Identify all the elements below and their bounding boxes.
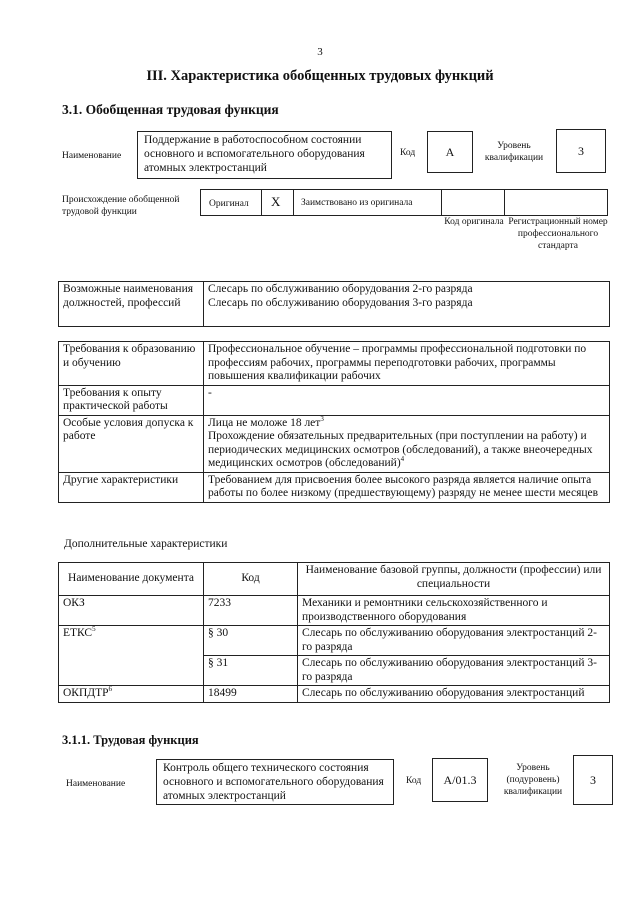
row-doc: ОКЗ (63, 597, 85, 609)
position-item: Слесарь по обслуживанию оборудования 2-го разряда (208, 283, 473, 295)
gtf-code-label: Код (400, 148, 416, 158)
additional-title: Дополнительные характеристики (64, 538, 228, 550)
other-label: Другие характеристики (59, 472, 204, 502)
position-item: Слесарь по обслуживанию оборудования 3-го разряда (208, 296, 473, 309)
tf-code-label: Код (406, 776, 422, 786)
reg-number-label: Регистрационный номер профессионального стандарта (508, 217, 608, 251)
row-code: § 30 (204, 626, 298, 656)
tf-code-value: А/01.3 (432, 758, 488, 802)
row-name: Слесарь по обслуживанию оборудования электростанций 2-го разряда (298, 626, 610, 656)
tf-name-value: Контроль общего технического состояния основного и вспомогательного оборудования атомных электростанций (156, 759, 394, 805)
header-doc: Наименование документа (59, 563, 204, 596)
positions-label: Возможные наименования должностей, профессий (59, 282, 204, 327)
additional-table (58, 562, 610, 703)
tf-name-label: Наименование (66, 779, 126, 789)
table-row (59, 686, 610, 703)
original-label: Оригинал (209, 199, 249, 209)
req-exp-value: - (204, 385, 610, 415)
requirements-table (58, 341, 610, 503)
row-name: Слесарь по обслуживанию оборудования электростанций 3-го разряда (298, 656, 610, 686)
row-code: 18499 (204, 686, 298, 703)
gtf-level-label: Уровень квалификации (484, 141, 544, 163)
footnote-6: 6 (108, 685, 113, 694)
header-name: Наименование базовой группы, должности (профессии) или специальности (298, 563, 610, 596)
special-line2: Прохождение обязательных предварительных (при поступлении на работу) и периодических медицинских осмотров (обследований), а также внеочередных медицинских осмотров (обследований) (208, 430, 593, 469)
original-mark: X (271, 194, 281, 209)
gtf-name-value: Поддержание в работоспособном состоянии основного и вспомогательного оборудования атомных электростанций (137, 131, 392, 179)
gtf-name-label: Наименование (62, 151, 122, 161)
row-doc: ОКПДТР (63, 687, 109, 699)
origin-row (200, 189, 608, 216)
req-exp-label: Требования к опыту практической работы (59, 385, 204, 415)
other-value: Требованием для присвоения более высокого разряда является наличие опыта работы по более низкому (предшествующему) разряду не менее шести месяцев (204, 472, 610, 502)
orig-code-label: Код оригинала (444, 217, 504, 227)
special-line1: Лица не моложе 18 лет (208, 416, 321, 429)
footnote-3: 3 (320, 414, 324, 423)
positions-cell (204, 282, 610, 327)
borrowed-label: Заимствовано из оригинала (301, 198, 413, 208)
special-value (204, 415, 610, 472)
gtf-code-value: А (427, 131, 473, 173)
req-edu-label: Требования к образованию и обучению (59, 342, 204, 386)
page-number: 3 (317, 46, 323, 58)
row-code: § 31 (204, 656, 298, 686)
positions-table (58, 281, 610, 327)
tf-heading: 3.1.1. Трудовая функция (62, 733, 199, 747)
row-code: 7233 (204, 596, 298, 626)
table-row (59, 596, 610, 626)
row-name: Слесарь по обслуживанию оборудования электростанций (298, 686, 610, 703)
tf-level-value: 3 (573, 755, 613, 805)
section-title: III. Характеристика обобщенных трудовых функций (146, 68, 494, 84)
gtf-origin-label: Происхождение обобщенной трудовой функции (62, 195, 180, 217)
gtf-heading: 3.1. Обобщенная трудовая функция (62, 102, 279, 117)
row-name: Механики и ремонтники сельскохозяйственного и производственного оборудования (298, 596, 610, 626)
special-label: Особые условия допуска к работе (59, 415, 204, 472)
gtf-level-value: 3 (556, 129, 606, 173)
header-code: Код (204, 563, 298, 596)
tf-level-label: Уровень (подуровень) квалификации (503, 763, 563, 797)
footnote-4: 4 (400, 455, 405, 464)
req-edu-value: Профессиональное обучение – программы профессиональной подготовки по профессиям рабочих, программы переподготовки рабочих, программы повышения квалификации рабочих (204, 342, 610, 386)
table-row (59, 626, 610, 656)
footnote-5: 5 (92, 625, 96, 634)
row-doc: ЕТКС (63, 627, 93, 639)
